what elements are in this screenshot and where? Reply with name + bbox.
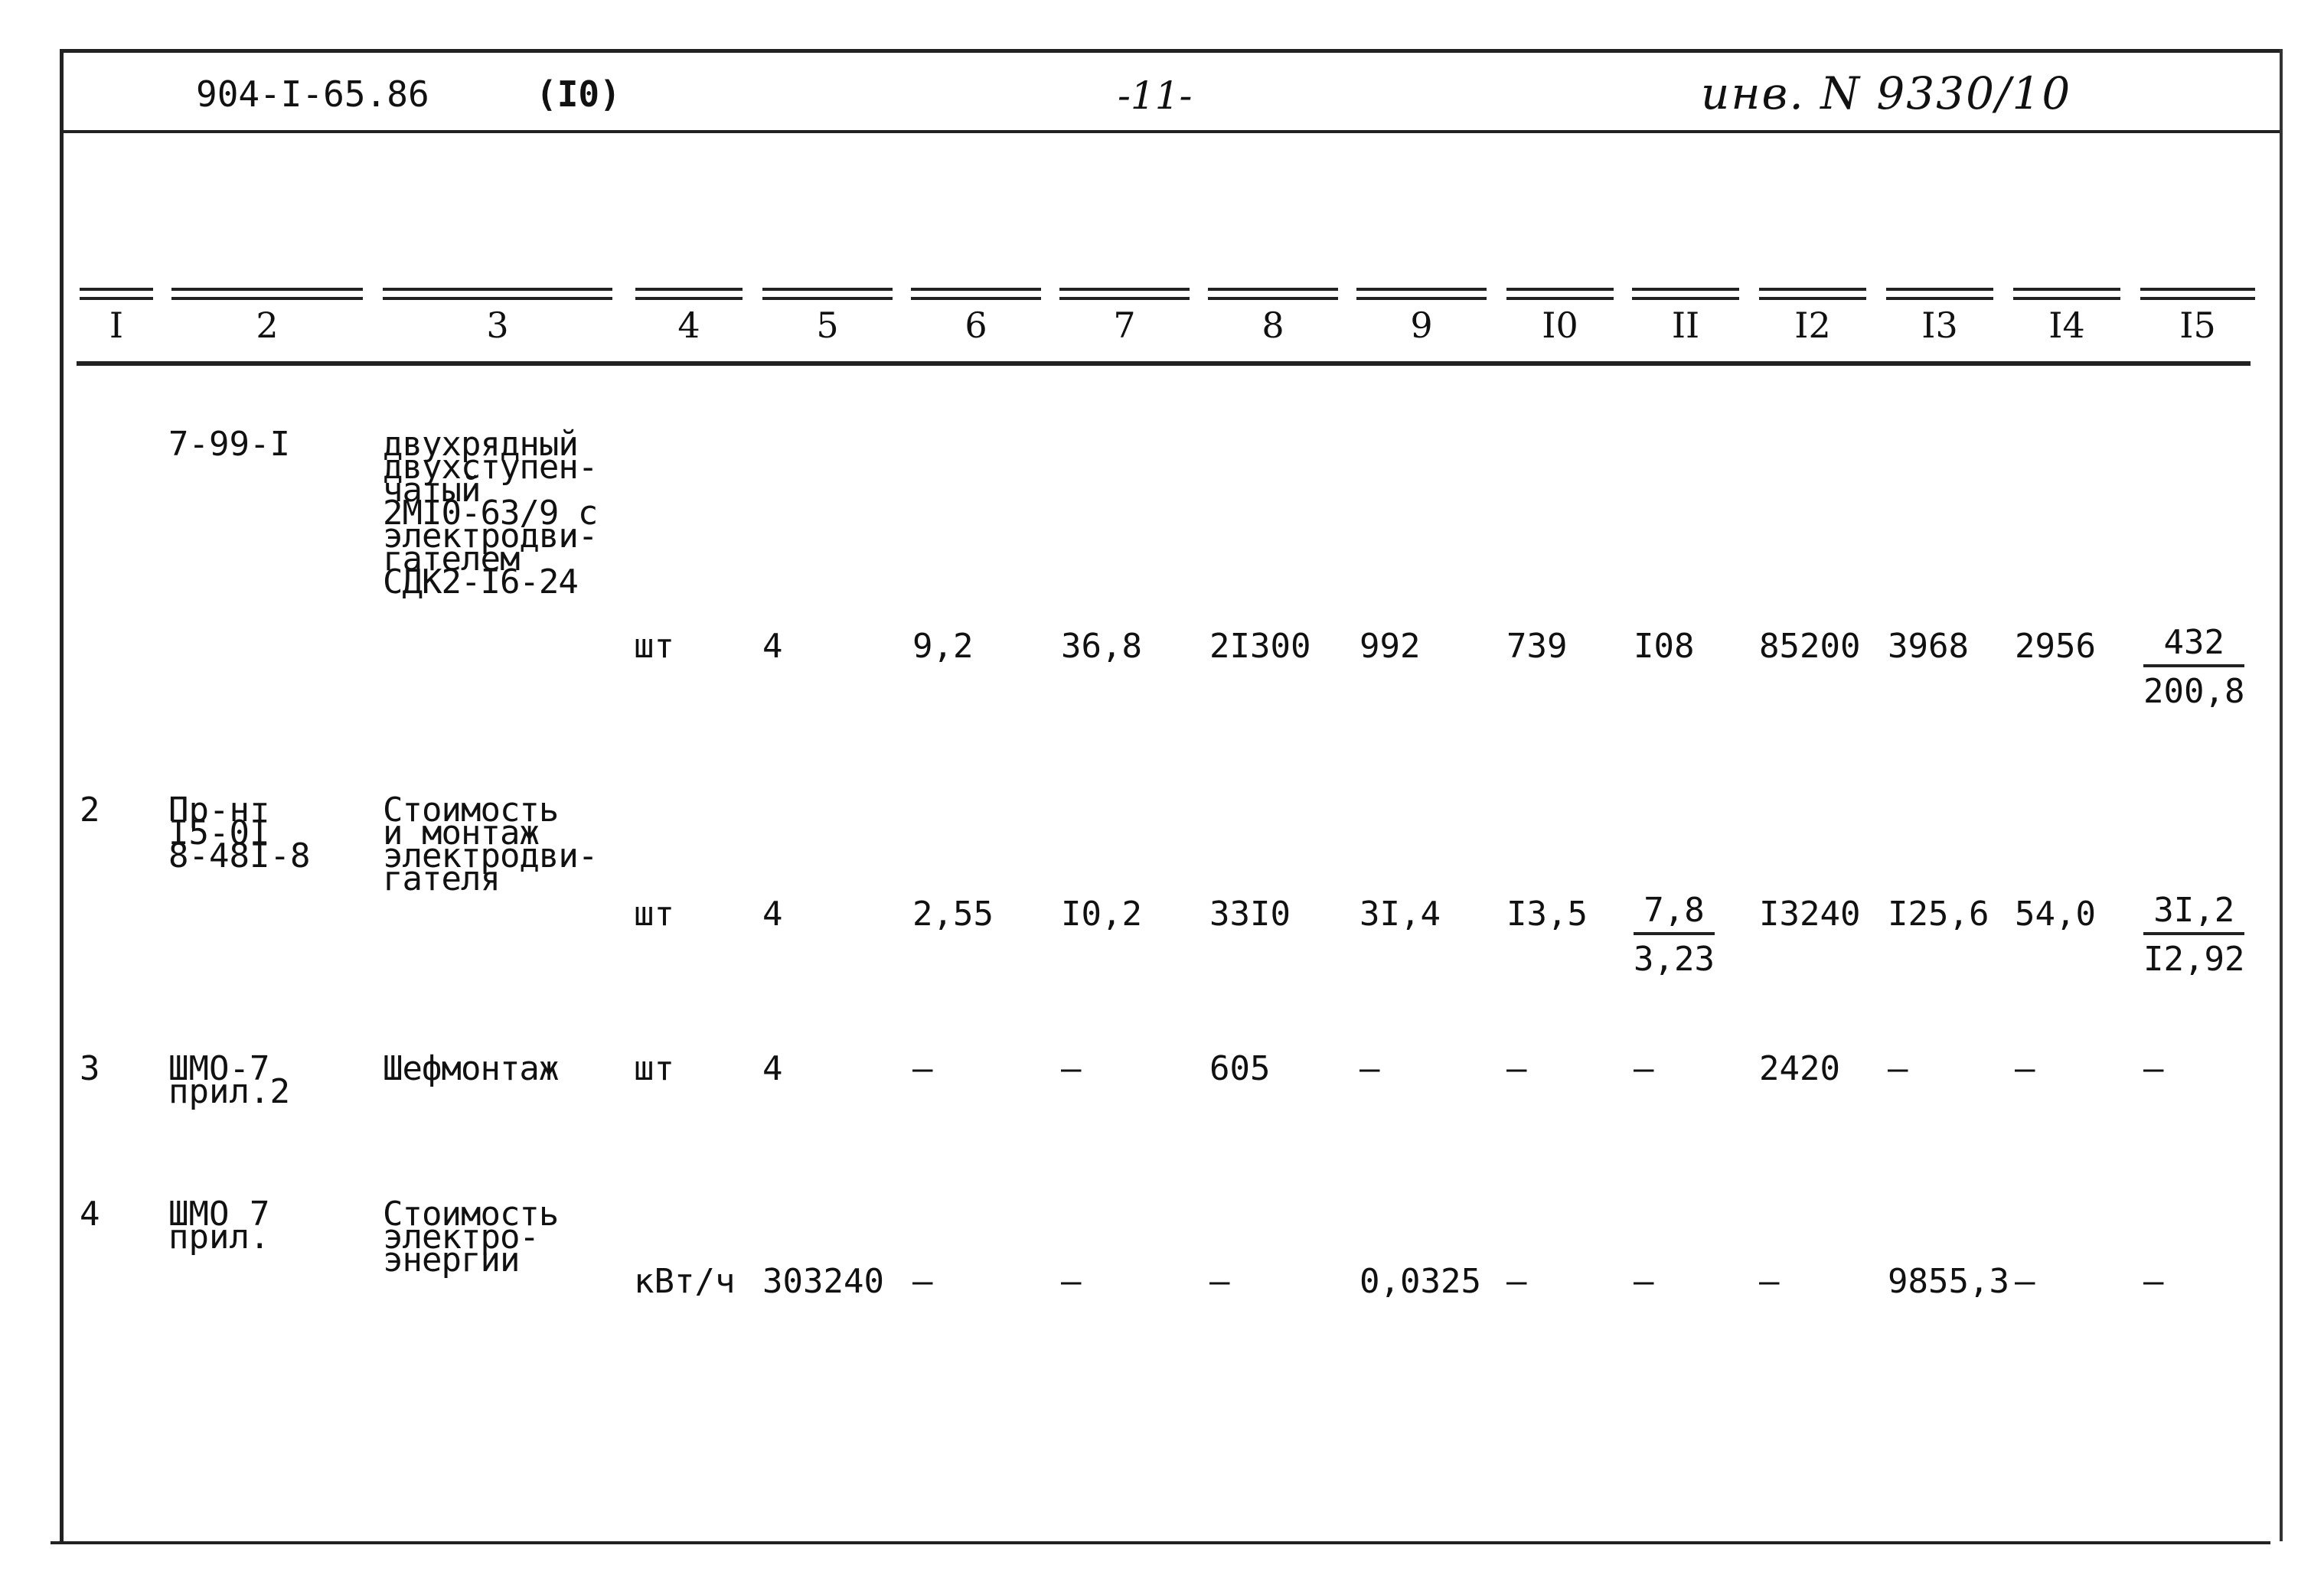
- value-col-7: –: [1061, 1262, 1082, 1301]
- unit: кВт/ч: [634, 1262, 736, 1301]
- value-col-11: [1634, 889, 1715, 984]
- value-col-9: 3I,4: [1359, 895, 1441, 934]
- value-col-15-denominator: 200,8: [2143, 672, 2245, 711]
- frame-bottom-border: [51, 1541, 2270, 1544]
- inventory-number: инв. N 9330/10: [1701, 67, 2072, 119]
- value-col-11: –: [1634, 1049, 1654, 1088]
- column-header-rule: [1759, 288, 1866, 300]
- value-col-15-numerator: 3I,2: [2143, 889, 2244, 935]
- value-col-13: 9855,3: [1888, 1262, 2009, 1301]
- value-col-10: –: [1506, 1049, 1527, 1088]
- column-number: I2: [1794, 305, 1831, 346]
- frame-right-border: [2280, 49, 2283, 1541]
- value-col-12: 2420: [1759, 1049, 1840, 1088]
- value-col-5: 4: [762, 627, 783, 666]
- column-header-rule: [1506, 288, 1614, 300]
- value-col-12: –: [1759, 1262, 1780, 1301]
- frame-top-border: [60, 49, 2281, 53]
- column-number: 9: [1410, 305, 1433, 346]
- column-header-rule: [1059, 288, 1190, 300]
- value-col-15: –: [2143, 1049, 2164, 1088]
- frame-left-border: [60, 49, 64, 1541]
- value-col-13: 3968: [1888, 627, 1969, 666]
- value-col-8: 33I0: [1209, 895, 1291, 934]
- item-description: двухрядный двухступен- чатый 2MI0-63/9 с электродви- гателем СДК2-I6-24: [383, 425, 598, 602]
- unit: шт: [634, 627, 674, 666]
- column-number: 8: [1262, 305, 1284, 346]
- value-col-15-numerator: 432: [2143, 621, 2244, 667]
- column-header-rule: [1632, 288, 1739, 300]
- value-col-5: 4: [762, 1049, 783, 1088]
- value-col-15-denominator: I2,92: [2143, 940, 2245, 979]
- column-header-rule: [1356, 288, 1487, 300]
- value-col-7: 36,8: [1061, 627, 1142, 666]
- value-col-5: 303240: [762, 1262, 884, 1301]
- item-description: Стоимость и монтаж электродви- гателя: [383, 791, 598, 898]
- value-col-13: I25,6: [1888, 895, 1989, 934]
- column-header-rule: [2140, 288, 2255, 300]
- value-col-8: 2I300: [1209, 627, 1311, 666]
- value-col-10: –: [1506, 1262, 1527, 1301]
- column-number: I: [109, 305, 124, 346]
- value-col-9: –: [1359, 1049, 1380, 1088]
- value-col-11-denominator: 3,23: [1634, 940, 1715, 979]
- value-col-5: 4: [762, 895, 783, 934]
- column-number-row: [0, 288, 2324, 364]
- column-header-rule: [171, 288, 363, 300]
- value-col-6: 9,2: [912, 627, 974, 666]
- unit: шт: [634, 1049, 674, 1088]
- value-col-11: I08: [1634, 627, 1695, 666]
- row-number: 2: [80, 791, 100, 830]
- item-description: Стоимость электро- энергии: [383, 1195, 559, 1280]
- value-col-6: –: [912, 1262, 933, 1301]
- value-col-9: 992: [1359, 627, 1421, 666]
- column-number: 7: [1113, 305, 1136, 346]
- value-col-15: –: [2143, 1262, 2164, 1301]
- value-col-14: 2956: [2015, 627, 2096, 666]
- value-col-11-numerator: 7,8: [1634, 889, 1715, 935]
- column-number: I4: [2048, 305, 2085, 346]
- column-number: I3: [1921, 305, 1958, 346]
- value-col-11: –: [1634, 1262, 1654, 1301]
- value-col-12: I3240: [1759, 895, 1861, 934]
- value-col-7: I0,2: [1061, 895, 1142, 934]
- rate-code: 7-99-I: [168, 425, 290, 464]
- value-col-8: –: [1209, 1262, 1230, 1301]
- value-col-8: 605: [1209, 1049, 1271, 1088]
- column-header-rule: [383, 288, 612, 300]
- value-col-6: 2,55: [912, 895, 994, 934]
- column-number: I5: [2179, 305, 2216, 346]
- value-col-9: 0,0325: [1359, 1262, 1481, 1301]
- column-number: II: [1671, 305, 1700, 346]
- column-header-rule: [635, 288, 743, 300]
- rate-code: Пр-нт I5-0I 8-48I-8: [168, 791, 311, 875]
- column-header-rule: [762, 288, 893, 300]
- page-number: -11-: [1118, 73, 1193, 118]
- value-col-13: –: [1888, 1049, 1908, 1088]
- header-divider: [63, 130, 2280, 133]
- rate-code: ШМО 7 прил.: [168, 1195, 270, 1257]
- row-number: 3: [80, 1049, 100, 1088]
- column-header-rule: [1208, 288, 1338, 300]
- column-header-rule: [80, 288, 153, 300]
- unit: шт: [634, 895, 674, 934]
- column-number: 4: [677, 305, 700, 346]
- column-header-rule: [1886, 288, 1993, 300]
- row-number: 4: [80, 1195, 100, 1234]
- value-col-14: –: [2015, 1262, 2035, 1301]
- value-col-6: –: [912, 1049, 933, 1088]
- value-col-7: –: [1061, 1049, 1082, 1088]
- value-col-14: –: [2015, 1049, 2035, 1088]
- value-col-10: I3,5: [1506, 895, 1588, 934]
- sheet-code: (I0): [536, 73, 621, 115]
- value-col-12: 85200: [1759, 627, 1861, 666]
- column-number: 3: [486, 305, 509, 346]
- column-header-rule: [2013, 288, 2120, 300]
- column-header-rule: [911, 288, 1041, 300]
- value-col-10: 739: [1506, 627, 1568, 666]
- column-number: 2: [256, 305, 279, 346]
- value-col-15: [2143, 621, 2244, 716]
- item-description: Шефмонтаж: [383, 1049, 559, 1088]
- rate-code: ШМО-7 прил.2: [168, 1049, 290, 1111]
- document-code: 904-I-65.86: [196, 73, 429, 115]
- value-col-14: 54,0: [2015, 895, 2096, 934]
- column-number: 5: [816, 305, 839, 346]
- value-col-15: [2143, 889, 2244, 984]
- column-number: I0: [1542, 305, 1578, 346]
- column-number-rule: [77, 361, 2251, 366]
- column-number: 6: [965, 305, 987, 346]
